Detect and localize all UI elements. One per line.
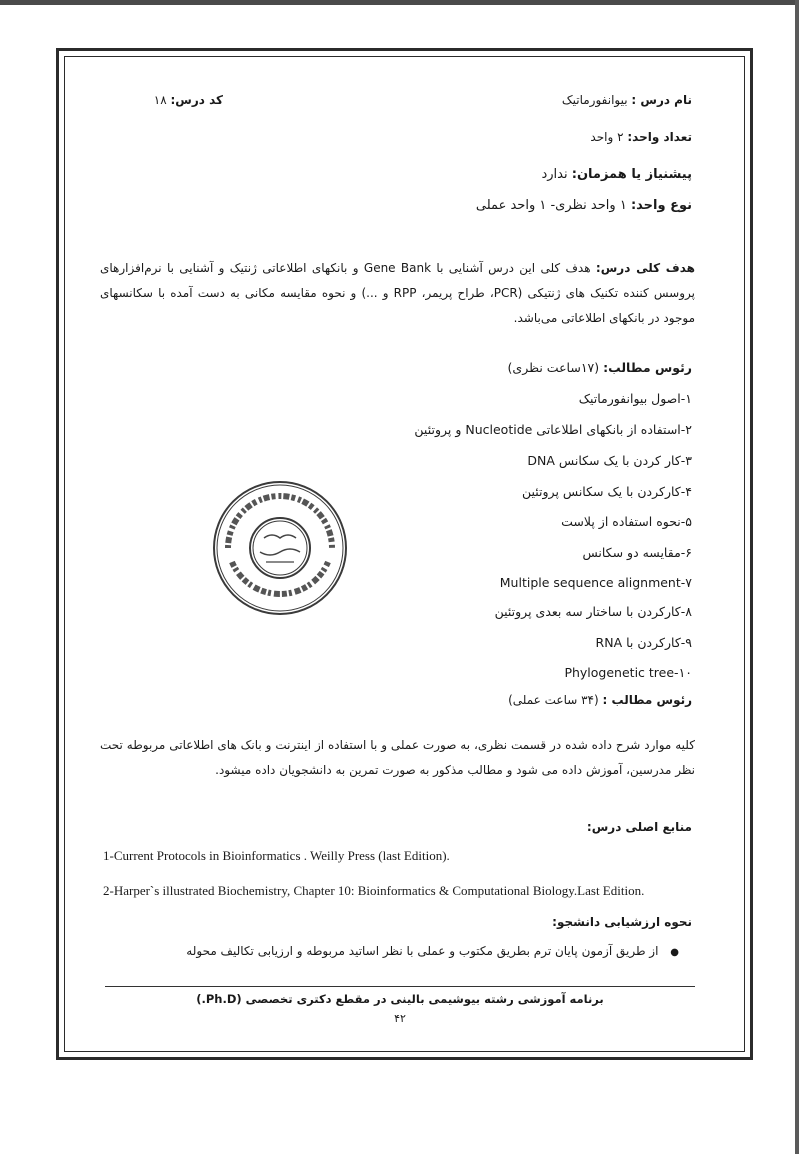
- theory-item: ۲-استفاده از بانکهای اطلاعاتی Nucleotide و پروتئین: [414, 422, 692, 437]
- sources-heading: منابع اصلی درس:: [586, 820, 692, 834]
- course-prereq: [541, 167, 692, 182]
- theory-item: ۳-کار کردن با یک سکانس DNA: [527, 453, 692, 468]
- theory-heading-label: رئوس مطالب:: [603, 360, 692, 375]
- prereq-label: پیشنیاز یا همزمان:: [571, 167, 692, 182]
- evaluation-heading: نحوه ارزشیابی دانشجو:: [552, 915, 692, 929]
- units-value: ۲ واحد: [590, 130, 624, 144]
- course-code-label: کد درس:: [170, 93, 223, 107]
- theory-item: ۸-کارکردن با ساختار سه بعدی پروتئین: [494, 604, 692, 619]
- course-code: [154, 93, 223, 107]
- theory-item: ۱۰-Phylogenetic tree: [564, 665, 692, 680]
- footer-title: برنامه آموزشی رشته بیوشیمی بالینی در مقطع دکتری تخصصی (Ph.D.): [196, 992, 604, 1006]
- footer-divider: [105, 986, 695, 987]
- official-seal-icon: [210, 478, 350, 618]
- course-goal: [100, 256, 695, 331]
- practical-heading-label: رئوس مطالب :: [602, 693, 692, 707]
- theory-heading: [508, 360, 692, 375]
- theory-item: ۱-اصول بیوانفورماتیک: [578, 391, 692, 406]
- theory-item: ۷-Multiple sequence alignment: [499, 575, 692, 590]
- practical-heading: [508, 693, 692, 707]
- scan-edge-right: [795, 0, 799, 1154]
- goal-label: هدف کلی درس:: [595, 261, 695, 275]
- course-units: [590, 130, 692, 144]
- source-item: 2-Harper`s illustrated Biochemistry, Chapter 10: Bioinformatics & Computational Biology.Last Edition.: [103, 883, 645, 898]
- prereq-value: ندارد: [541, 167, 568, 182]
- bullet-icon: ●: [670, 947, 679, 958]
- page-number: ۴۲: [394, 1012, 406, 1025]
- course-name-label: نام درس :: [631, 93, 692, 107]
- evaluation-text: از طریق آزمون پایان ترم بطریق مکتوب و عملی با نظر اساتید مربوطه و ارزیابی تکالیف محوله: [186, 944, 659, 958]
- theory-heading-value: (۱۷ساعت نظری): [507, 360, 600, 375]
- course-name: [562, 93, 692, 107]
- course-name-value: بیوانفورماتیک: [561, 93, 628, 107]
- source-item: 1-Current Protocols in Bioinformatics . Weilly Press (last Edition).: [103, 848, 450, 863]
- unit-type-value: ۱ واحد نظری- ۱ واحد عملی: [475, 198, 627, 213]
- units-label: تعداد واحد:: [627, 130, 692, 144]
- goal-text: هدف کلی این درس آشنایی با Gene Bank و بانکهای اطلاعاتی ژنتیک و آشنایی با نرم‌افزارهای پروسس کننده تکنیک های ژنتیکی (PCR، طراح پریمر، RPP و ...) و نحوه مقایسه مکانی به دست آمده با سکانسهای موجود در بانکهای اطلاعاتی می‌باشد.: [100, 261, 695, 325]
- course-code-value: ۱۸: [153, 93, 167, 107]
- theory-item: ۵-نحوه استفاده از پلاست: [561, 514, 692, 529]
- scan-edge-top: [0, 0, 799, 5]
- theory-item: ۶-مقایسه دو سکانس: [582, 545, 692, 560]
- practical-text: کلیه موارد شرح داده شده در قسمت نظری، به صورت عملی و با استفاده از اینترنت و بانک های اطلاعاتی مربوطه تحت نظر مدرسین، آموزش داده می شود و مطالب مذکور به صورت تمرین به دانشجویان داده میشود.: [100, 738, 695, 777]
- theory-item: ۹-کارکردن با RNA: [595, 635, 692, 650]
- unit-type-label: نوع واحد:: [630, 198, 692, 213]
- practical-heading-value: (۳۴ ساعت عملی): [508, 693, 599, 707]
- course-unit-type: [476, 198, 692, 213]
- evaluation-item: [186, 944, 679, 958]
- theory-item: ۴-کارکردن با یک سکانس پروتئین: [521, 484, 692, 499]
